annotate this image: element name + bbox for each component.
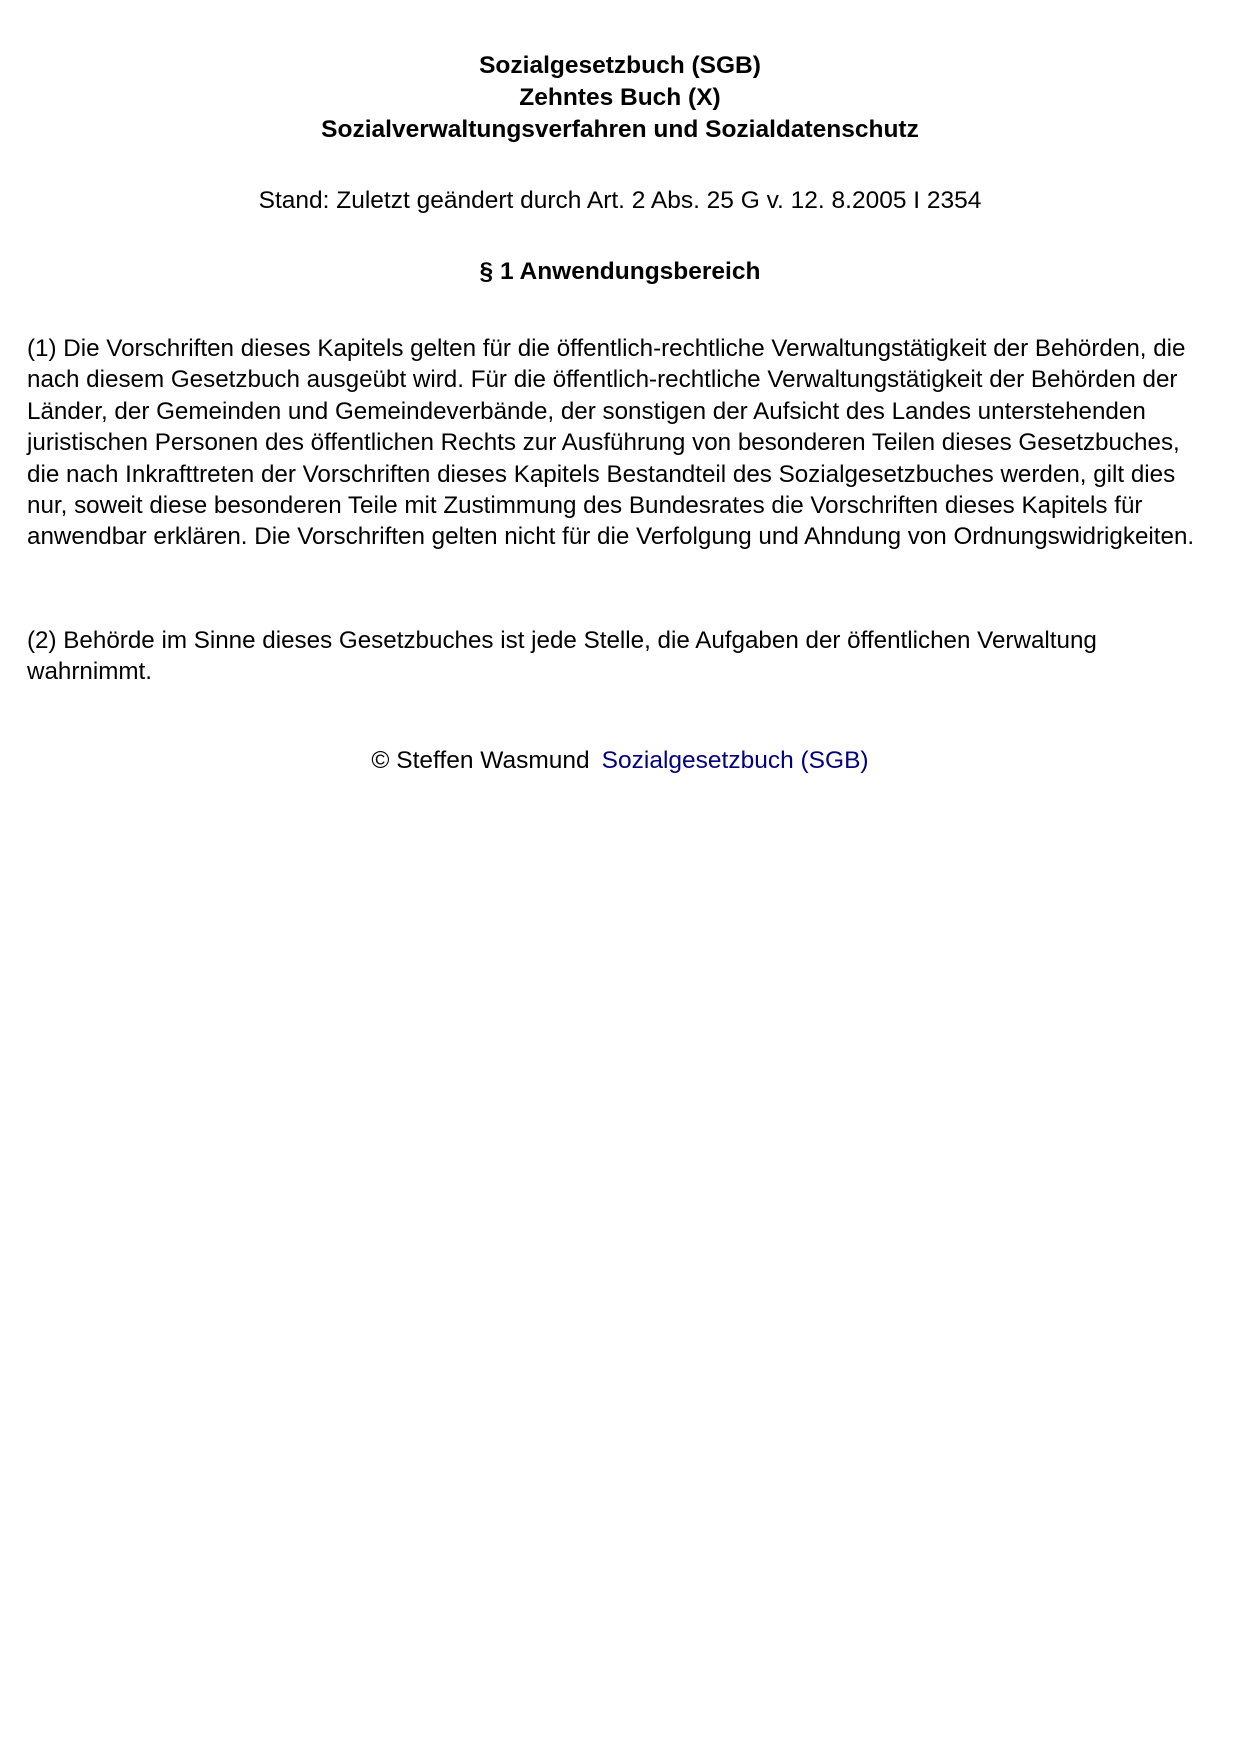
header-title-line: Sozialgesetzbuch (SGB) — [479, 52, 761, 79]
paragraph-2: (2) Behörde im Sinne dieses Gesetzbuches ist jede Stelle, die Aufgaben der öffentlichen Verwaltung wahrnimmt. — [27, 627, 1097, 686]
header-book-line: Zehntes Buch (X) — [519, 84, 721, 111]
copyright-text: © Steffen Wasmund — [371, 747, 590, 774]
sgb-link[interactable]: Sozialgesetzbuch (SGB) — [601, 747, 869, 774]
section-title: § 1 Anwendungsbereich — [479, 258, 761, 285]
footer — [0, 745, 1240, 777]
document-header — [0, 50, 1240, 146]
paragraph-1: (1) Die Vorschriften dieses Kapitels gelten für die öffentlich-rechtliche Verwaltungstätigkeit der Behörden, die nach diesem Gesetzbuch ausgeübt wird. Für die öffentlich-rechtliche Verwaltungstätigkeit der Behörden der Länder, der Gemeinden und Gemeindeverbände, der sonstigen der Aufsicht des Landes unterstehenden juristischen Personen des öffentlichen Rechts zur Ausführung von besonderen Teilen dieses Gesetzbuches, die nach Inkrafttreten der Vorschriften dieses Kapitels Bestandteil des Sozialgesetzbuches werden, gilt dies nur, soweit diese besonderen Teile mit Zustimmung des Bundesrates die Vorschriften dieses Kapitels für anwendbar erklären. Die Vorschriften gelten nicht für die Verfolgung und Ahndung von Ordnungswidrigkeiten. — [27, 335, 1195, 551]
header-subtitle-line: Sozialverwaltungsverfahren und Sozialdatenschutz — [321, 116, 919, 143]
revision-status: Stand: Zuletzt geändert durch Art. 2 Abs. 25 G v. 12. 8.2005 I 2354 — [258, 187, 982, 214]
